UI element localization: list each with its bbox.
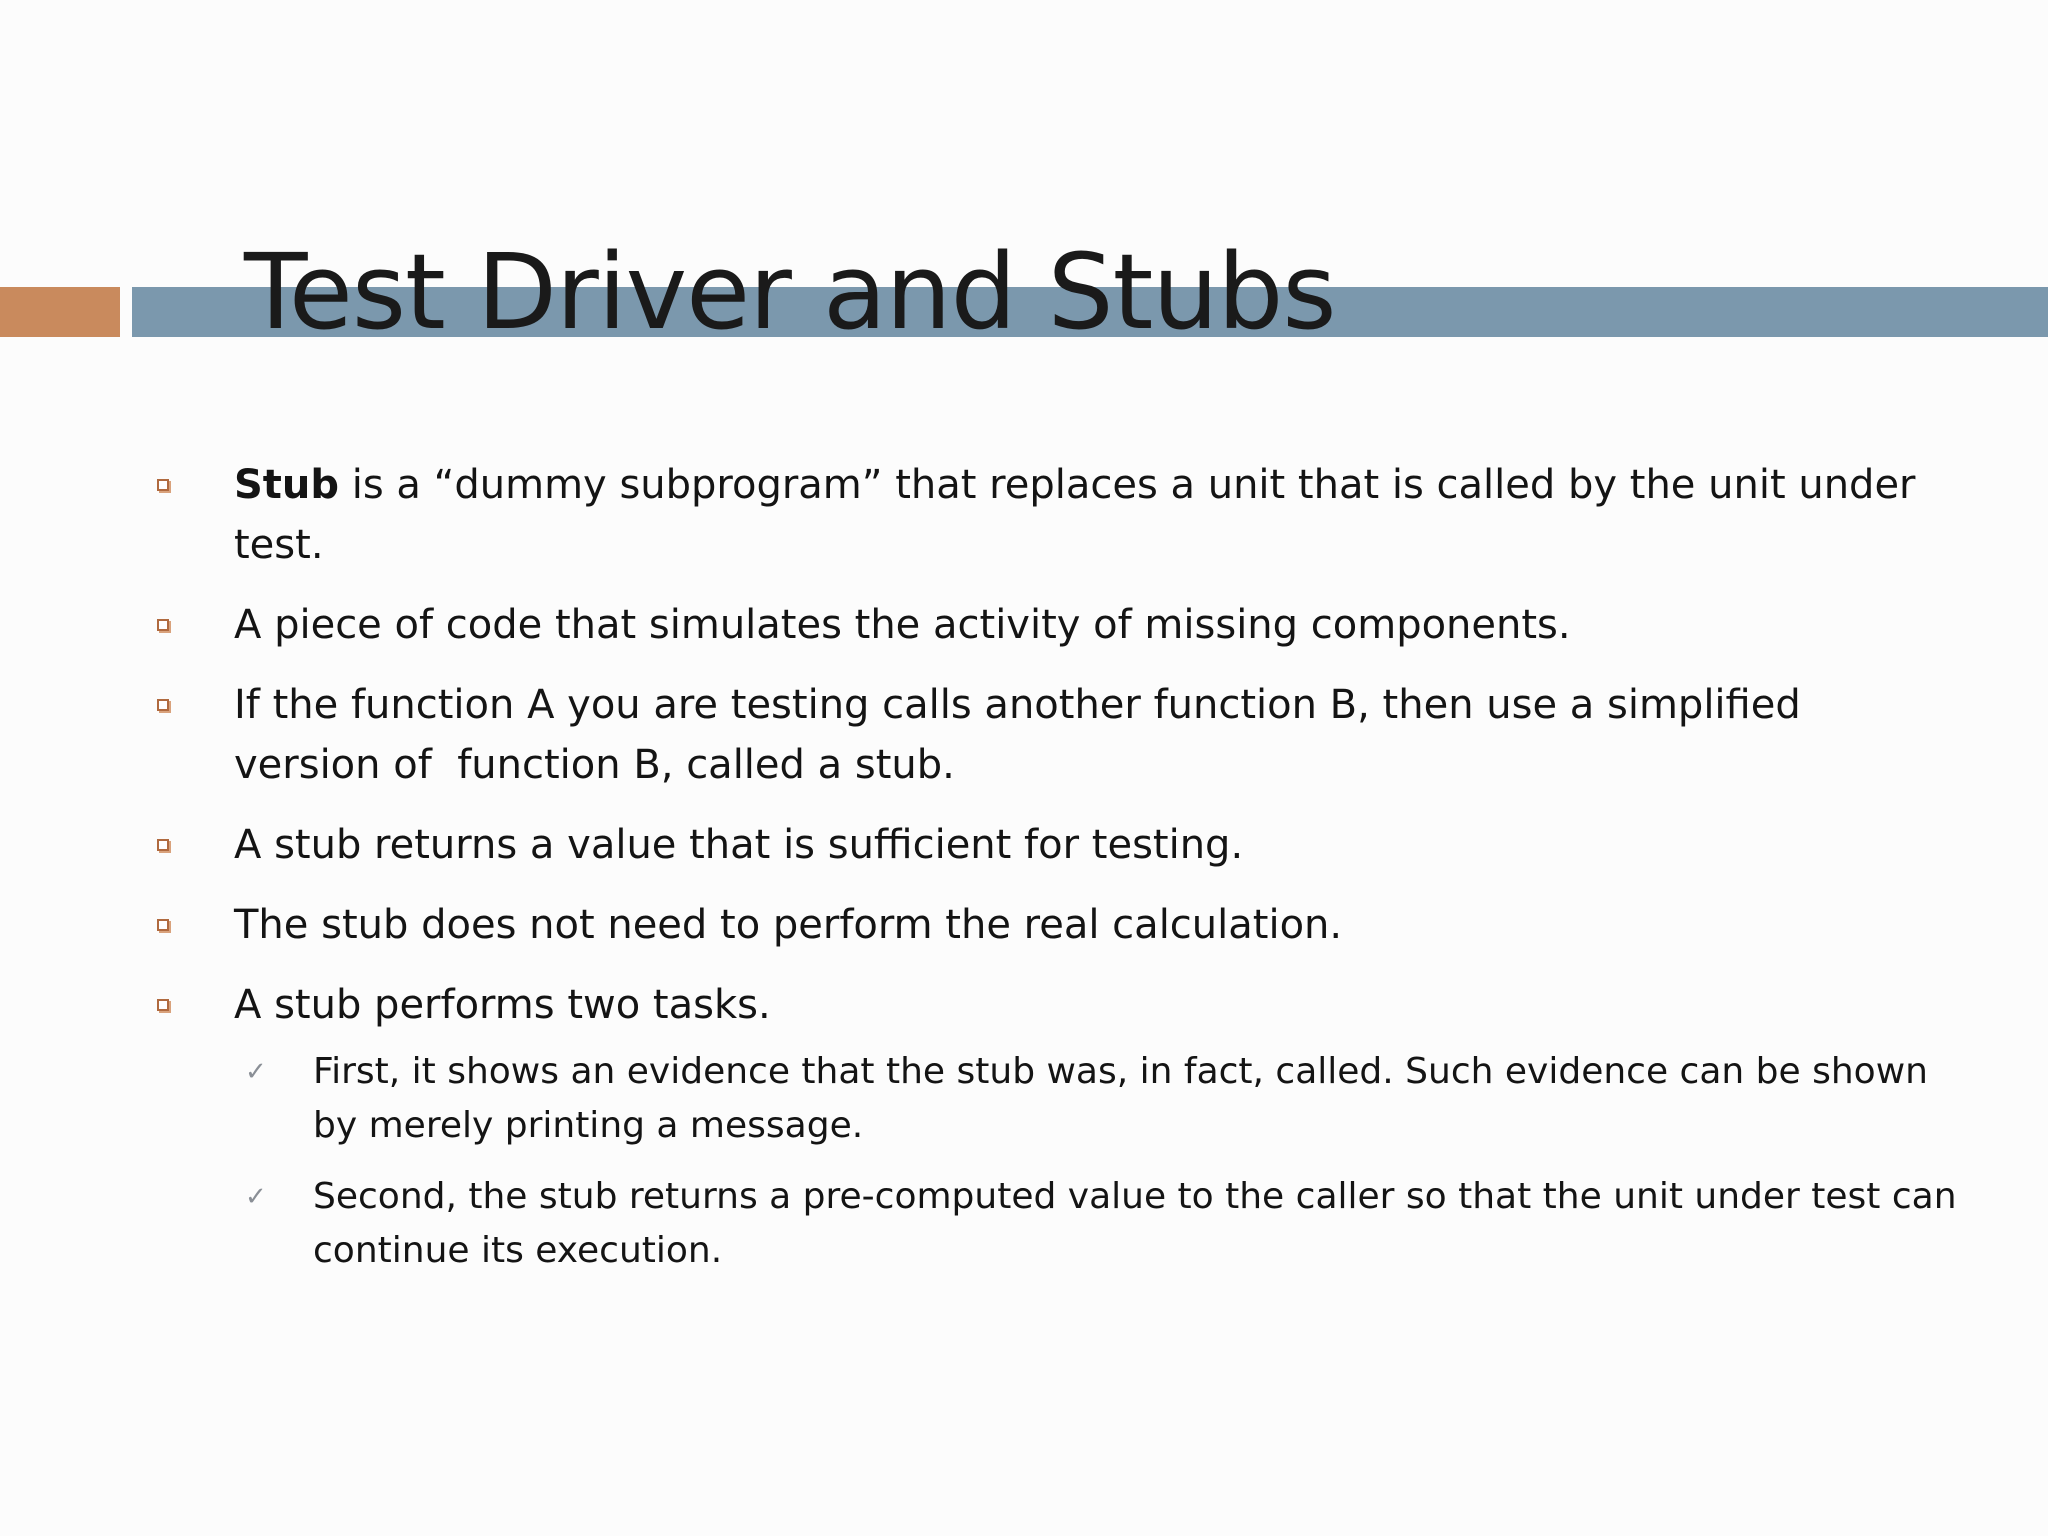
bullet-item-returns-value — [0, 815, 2048, 875]
square-bullet-icon — [157, 919, 169, 931]
bullet-bold-term: Stub — [234, 462, 340, 508]
square-bullet-icon — [157, 619, 169, 631]
bullet-text: If the function A you are testing calls another function B, then use a simplified version of function B, called a stub. — [234, 682, 1814, 788]
accent-block — [0, 287, 120, 337]
bullet-item-simulates — [0, 595, 2048, 655]
bullet-list — [0, 455, 2048, 1295]
bullet-item-no-real-calculation — [0, 895, 2048, 955]
bullet-item-stub-definition — [0, 455, 2048, 575]
bullet-text: A piece of code that simulates the activity of missing components. — [234, 602, 1571, 648]
bullet-item-two-tasks — [0, 975, 2048, 1035]
square-bullet-icon — [157, 479, 169, 491]
sub-bullet-item-second-task — [0, 1170, 2048, 1278]
square-bullet-icon — [157, 999, 169, 1011]
sub-bullet-text: First, it shows an evidence that the stub was, in fact, called. Such evidence can be shown by merely printing a message. — [313, 1051, 1928, 1146]
square-bullet-icon — [157, 699, 169, 711]
sub-bullet-text: Second, the stub returns a pre-computed value to the caller so that the unit under test can continue its execution. — [313, 1176, 1957, 1271]
bullet-text: The stub does not need to perform the real calculation. — [234, 902, 1343, 948]
slide-title: Test Driver and Stubs — [244, 231, 1336, 353]
check-icon: ✓ — [245, 1057, 267, 1087]
square-bullet-icon — [157, 839, 169, 851]
bullet-text: is a “dummy subprogram” that replaces a unit that is called by the unit under test. — [234, 462, 1916, 568]
bullet-text: A stub performs two tasks. — [234, 982, 771, 1028]
sub-bullet-item-first-task — [0, 1045, 2048, 1153]
bullet-text: A stub returns a value that is sufficient for testing. — [234, 822, 1244, 868]
check-icon: ✓ — [245, 1182, 267, 1212]
bullet-item-function-b — [0, 675, 2048, 795]
